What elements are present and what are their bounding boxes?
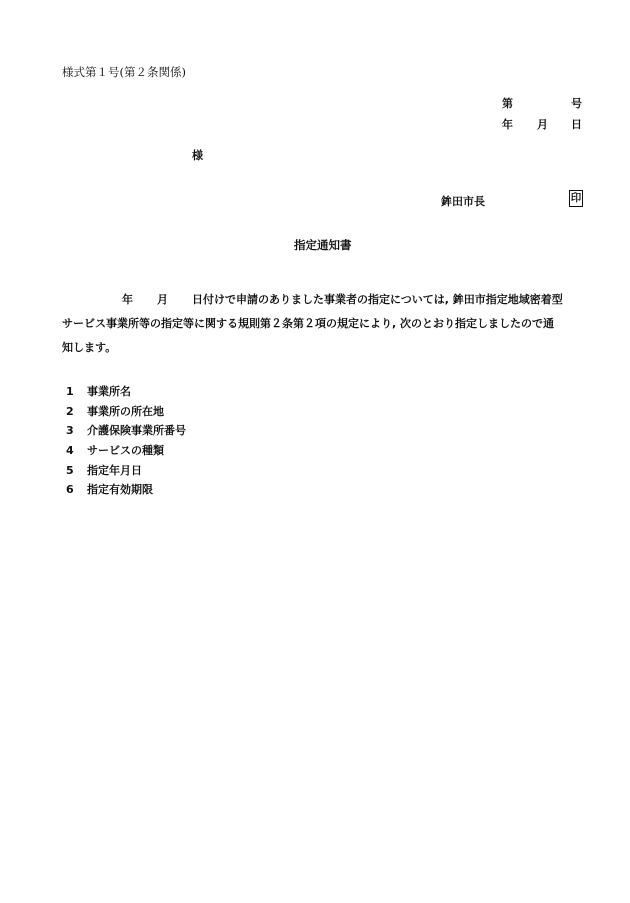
item-label: 指定有効期限	[87, 483, 153, 497]
body-year-label: 年	[122, 293, 133, 306]
addressee-honorific: 様	[192, 149, 203, 162]
list-item	[66, 382, 186, 402]
list-item	[66, 461, 186, 481]
list-item	[66, 402, 186, 422]
body-month-label: 月	[157, 293, 168, 306]
issuer-name: 鉾田市長	[441, 195, 485, 208]
item-number: 3	[66, 424, 74, 438]
document-title: 指定通知書	[294, 238, 352, 252]
item-number: 1	[66, 385, 74, 398]
date-year-label: 年	[502, 118, 513, 131]
doc-number-prefix: 第	[502, 97, 513, 110]
item-list	[66, 382, 186, 500]
item-label: 事業所の所在地	[87, 404, 164, 418]
item-number: 4	[66, 444, 74, 458]
seal-mark: 印	[569, 190, 583, 207]
item-label: 介護保険事業所番号	[87, 424, 186, 438]
list-item	[66, 441, 186, 461]
body-line-1-text: 日付けで申請のありました事業者の指定については, 鉾田市指定地域密着型	[192, 293, 563, 306]
date-month-label: 月	[537, 118, 548, 131]
item-label: サービスの種類	[87, 444, 164, 458]
list-item	[66, 421, 186, 441]
list-item	[66, 480, 186, 500]
item-number: 2	[66, 404, 74, 418]
item-label: 事業所名	[87, 385, 131, 398]
form-number-label: 様式第１号(第２条関係)	[62, 65, 186, 79]
body-line-2: サービス事業所等の指定等に関する規則第２条第２項の規定により, 次のとおり指定しましたので通	[62, 317, 555, 330]
item-number: 6	[66, 483, 74, 497]
doc-number-suffix: 号	[571, 97, 582, 110]
item-number: 5	[66, 463, 74, 477]
body-line-1	[62, 288, 584, 312]
body-line-3: 知します。	[62, 341, 117, 354]
item-label: 指定年月日	[87, 463, 142, 477]
date-day-label: 日	[571, 118, 582, 131]
body-paragraph	[62, 288, 584, 360]
